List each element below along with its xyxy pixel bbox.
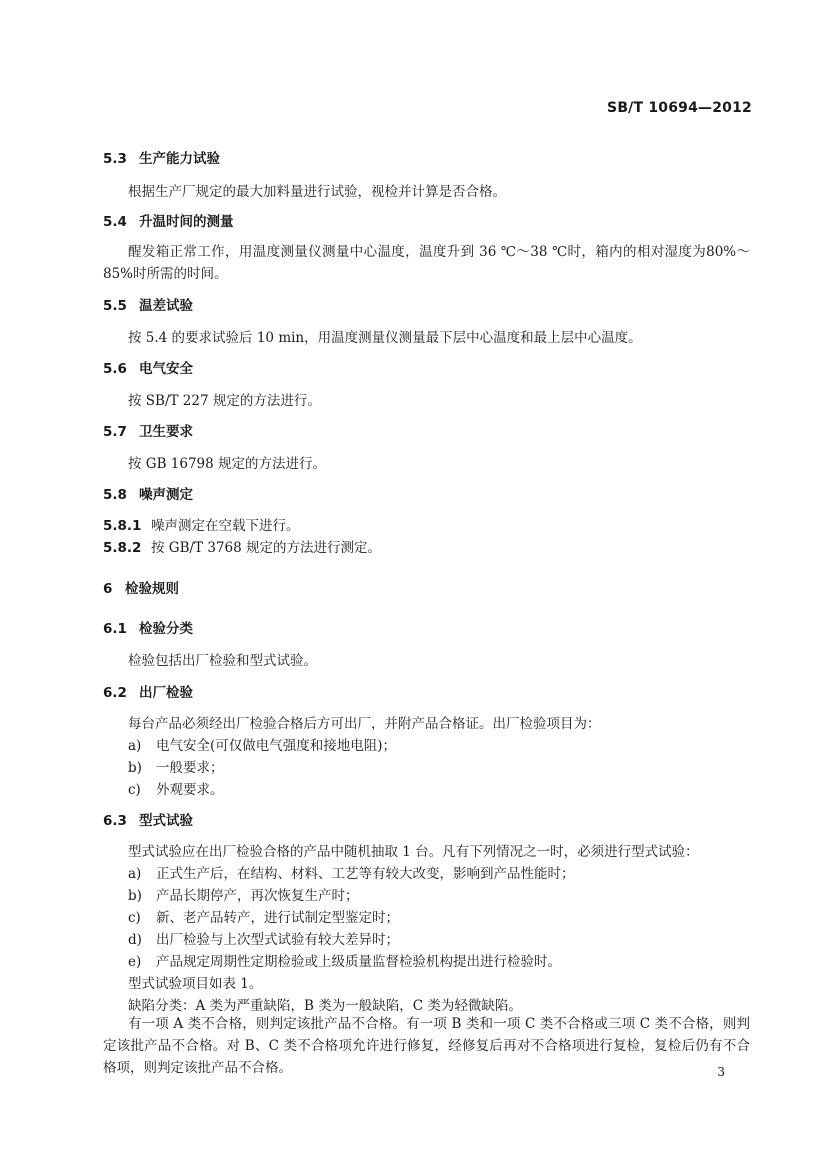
section-number: 5.8 — [103, 487, 127, 503]
defect-classification: 缺陷分类：A 类为严重缺陷，B 类为一般缺陷，C 类为轻微缺陷。 — [128, 998, 522, 1014]
section-number: 6.3 — [103, 813, 127, 829]
list-item — [128, 734, 396, 754]
section-6-2-heading — [103, 681, 193, 701]
section-6-3-heading — [103, 809, 193, 829]
list-marker: d) — [128, 932, 142, 948]
list-text: 产品长期停产，再次恢复生产时； — [156, 888, 359, 904]
list-item — [128, 928, 399, 948]
subclause-number: 5.8.1 — [103, 518, 142, 534]
list-item — [128, 862, 575, 882]
list-text: 外观要求。 — [156, 782, 224, 798]
standard-code: SB/T 10694—2012 — [607, 100, 752, 116]
list-marker: b) — [128, 760, 142, 776]
section-6-1-text: 检验包括出厂检验和型式试验。 — [128, 653, 317, 669]
section-6-2-intro: 每台产品必须经出厂检验合格后方可出厂，并附产品合格证。出厂检验项目为： — [128, 716, 601, 732]
list-item — [128, 756, 224, 776]
section-number: 6.2 — [103, 685, 127, 701]
section-5-3-heading — [103, 147, 220, 167]
section-title: 噪声测定 — [139, 487, 193, 503]
section-number: 5.6 — [103, 361, 127, 377]
section-title: 升温时间的测量 — [139, 214, 234, 230]
section-6-1-heading — [103, 617, 193, 637]
section-number: 5.3 — [103, 151, 127, 167]
list-item — [128, 778, 224, 798]
section-5-6-heading — [103, 357, 193, 377]
list-marker: b) — [128, 888, 142, 904]
list-marker: c) — [128, 910, 141, 926]
page-number: 3 — [717, 1065, 725, 1079]
list-text: 出厂检验与上次型式试验有较大差异时； — [156, 932, 399, 948]
section-5-4-heading — [103, 210, 234, 230]
subclause-text: 按 GB/T 3768 规定的方法进行测定。 — [151, 540, 381, 556]
section-5-8-heading — [103, 483, 193, 503]
section-number: 5.7 — [103, 424, 127, 440]
section-number: 5.5 — [103, 298, 127, 314]
section-number: 5.4 — [103, 214, 127, 230]
section-title: 型式试验 — [139, 813, 193, 829]
section-5-5-text: 按 5.4 的要求试验后 10 min，用温度测量仪测量最下层中心温度和最上层中心温度。 — [128, 330, 642, 346]
chapter-6-heading — [103, 577, 179, 597]
list-marker: a) — [128, 738, 142, 754]
list-marker: e) — [128, 954, 142, 970]
chapter-title: 检验规则 — [125, 581, 179, 597]
section-5-6-text: 按 SB/T 227 规定的方法进行。 — [128, 393, 321, 409]
judgement-rule: 有一项 A 类不合格，则判定该批产品不合格。有一项 B 类和一项 C 类不合格或三项 C 类不合格，则判定该批产品不合格。对 B、C 类不合格项允许进行修复，经修复后再对不合格项进行复检，复检后仍有不合格项，则判定该批产品不合格。 — [103, 1016, 750, 1076]
section-5-3-text: 根据生产厂规定的最大加料量进行试验，视检并计算是否合格。 — [128, 184, 506, 200]
section-6-3-intro: 型式试验应在出厂检验合格的产品中随机抽取 1 台。凡有下列情况之一时，必须进行型式试验： — [128, 844, 699, 860]
list-text: 电气安全(可仅做电气强度和接地电阻)； — [156, 738, 397, 754]
list-item — [128, 884, 359, 904]
list-text: 产品规定周期性定期检验或上级质量监督检验机构提出进行检验时。 — [156, 954, 561, 970]
section-5-7-heading — [103, 420, 193, 440]
subclause-5-8-1 — [103, 514, 300, 534]
list-marker: c) — [128, 782, 141, 798]
list-text: 一般要求； — [156, 760, 224, 776]
section-number: 6.1 — [103, 621, 127, 637]
section-5-4-text: 醒发箱正常工作，用温度测量仪测量中心温度，温度升到 36 ℃～38 ℃时，箱内的相对湿度为80%～85%时所需的时间。 — [103, 244, 750, 282]
section-title: 出厂检验 — [139, 685, 193, 701]
chapter-number: 6 — [103, 581, 113, 597]
section-5-7-text: 按 GB 16798 规定的方法进行。 — [128, 456, 327, 472]
list-text: 新、老产品转产，进行试制定型鉴定时； — [156, 910, 399, 926]
subclause-number: 5.8.2 — [103, 540, 142, 556]
section-title: 检验分类 — [139, 621, 193, 637]
section-title: 生产能力试验 — [139, 151, 220, 167]
list-text: 正式生产后，在结构、材料、工艺等有较大改变，影响到产品性能时； — [156, 866, 575, 882]
subclause-text: 噪声测定在空载下进行。 — [151, 518, 300, 534]
section-title: 温差试验 — [139, 298, 193, 314]
table-reference: 型式试验项目如表 1。 — [128, 976, 263, 992]
section-title: 电气安全 — [139, 361, 193, 377]
list-item — [128, 950, 561, 970]
list-marker: a) — [128, 866, 142, 882]
list-item — [128, 906, 399, 926]
subclause-5-8-2 — [103, 536, 381, 556]
section-5-5-heading — [103, 294, 193, 314]
section-title: 卫生要求 — [139, 424, 193, 440]
